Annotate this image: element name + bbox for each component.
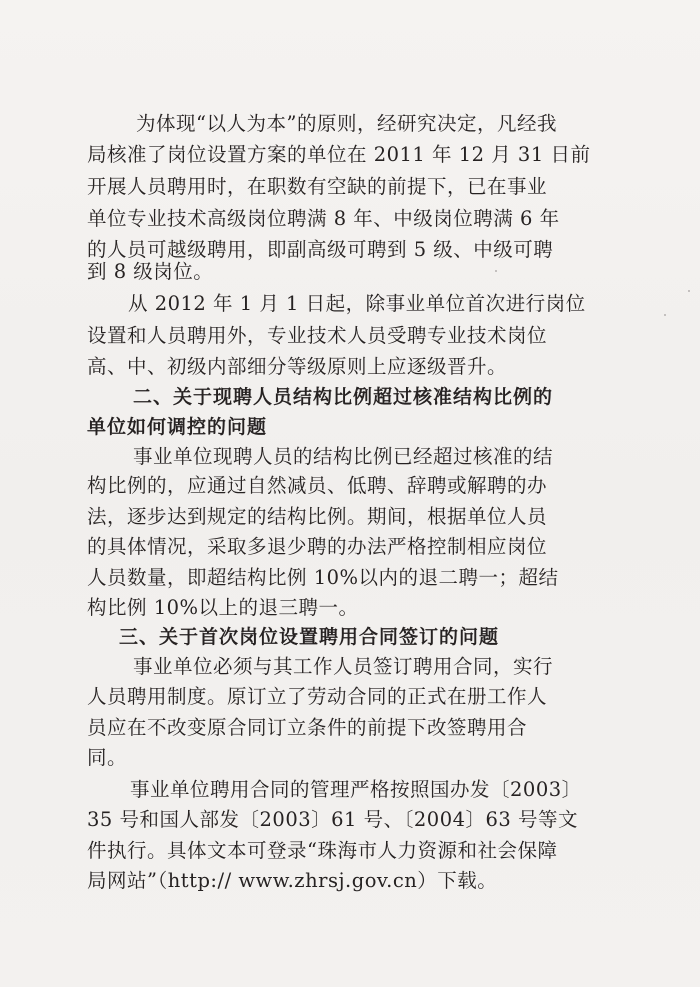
section3-heading: 三、关于首次岗位设置聘用合同签订的问题 (119, 626, 500, 648)
para5-line4: 局网站”（http:// www.zhrsj.gov.cn）下载。 (87, 869, 498, 892)
para4-line4: 同。 (87, 746, 128, 769)
para1-line4: 单位专业技术高级岗位聘满 8 年、中级岗位聘满 6 年 (87, 207, 560, 230)
scan-speck (688, 290, 690, 292)
para4-line3: 员应在不改变原合同订立条件的前提下改签聘用合 (87, 716, 528, 739)
para3-line6: 构比例 10%以上的退三聘一。 (87, 596, 359, 619)
section2-heading-line1: 二、关于现聘人员结构比例超过核准结构比例的 (133, 386, 554, 408)
para5-line3: 件执行。具体文本可登录“珠海市人力资源和社会保障 (87, 839, 558, 862)
para1-line2: 局核准了岗位设置方案的单位在 2011 年 12 月 31 日前 (87, 143, 591, 166)
scan-speck (495, 270, 497, 272)
section2-heading-line2: 单位如何调控的问题 (87, 416, 268, 438)
para3-line2: 构比例的，应通过自然减员、低聘、辞聘或解聘的办 (87, 474, 548, 497)
para5-line2: 35 号和国人部发〔2003〕61 号、〔2004〕63 号等文 (87, 808, 579, 831)
para4-line2: 人员聘用制度。原订立了劳动合同的正式在册工作人 (87, 685, 548, 708)
para3-line5: 人员数量，即超结构比例 10%以内的退二聘一；超结 (87, 566, 559, 589)
para1-line3: 开展人员聘用时，在职数有空缺的前提下，已在事业 (87, 175, 548, 198)
scan-speck (664, 314, 666, 316)
para4-line1: 事业单位必须与其工作人员签订聘用合同，实行 (133, 655, 554, 678)
para2-line1: 从 2012 年 1 月 1 日起，除事业单位首次进行岗位 (128, 292, 586, 315)
para3-line3: 法，逐步达到规定的结构比例。期间，根据单位人员 (87, 505, 548, 528)
para1-line1: 为体现“以人为本”的原则，经研究决定，凡经我 (136, 112, 557, 135)
para1-line5: 的人员可越级聘用，即副高级可聘到 5 级、中级可聘 (87, 238, 554, 261)
para3-line4: 的具体情况，采取多退少聘的办法严格控制相应岗位 (87, 535, 548, 558)
para3-line1: 事业单位现聘人员的结构比例已经超过核准的结 (133, 445, 554, 468)
para5-line1: 事业单位聘用合同的管理严格按照国办发〔2003〕 (130, 778, 582, 801)
para2-line2: 设置和人员聘用外，专业技术人员受聘专业技术岗位 (87, 324, 548, 347)
para2-line3: 高、中、初级内部细分等级原则上应逐级晋升。 (87, 355, 508, 378)
para1-line6: 到 8 级岗位。 (87, 260, 214, 283)
